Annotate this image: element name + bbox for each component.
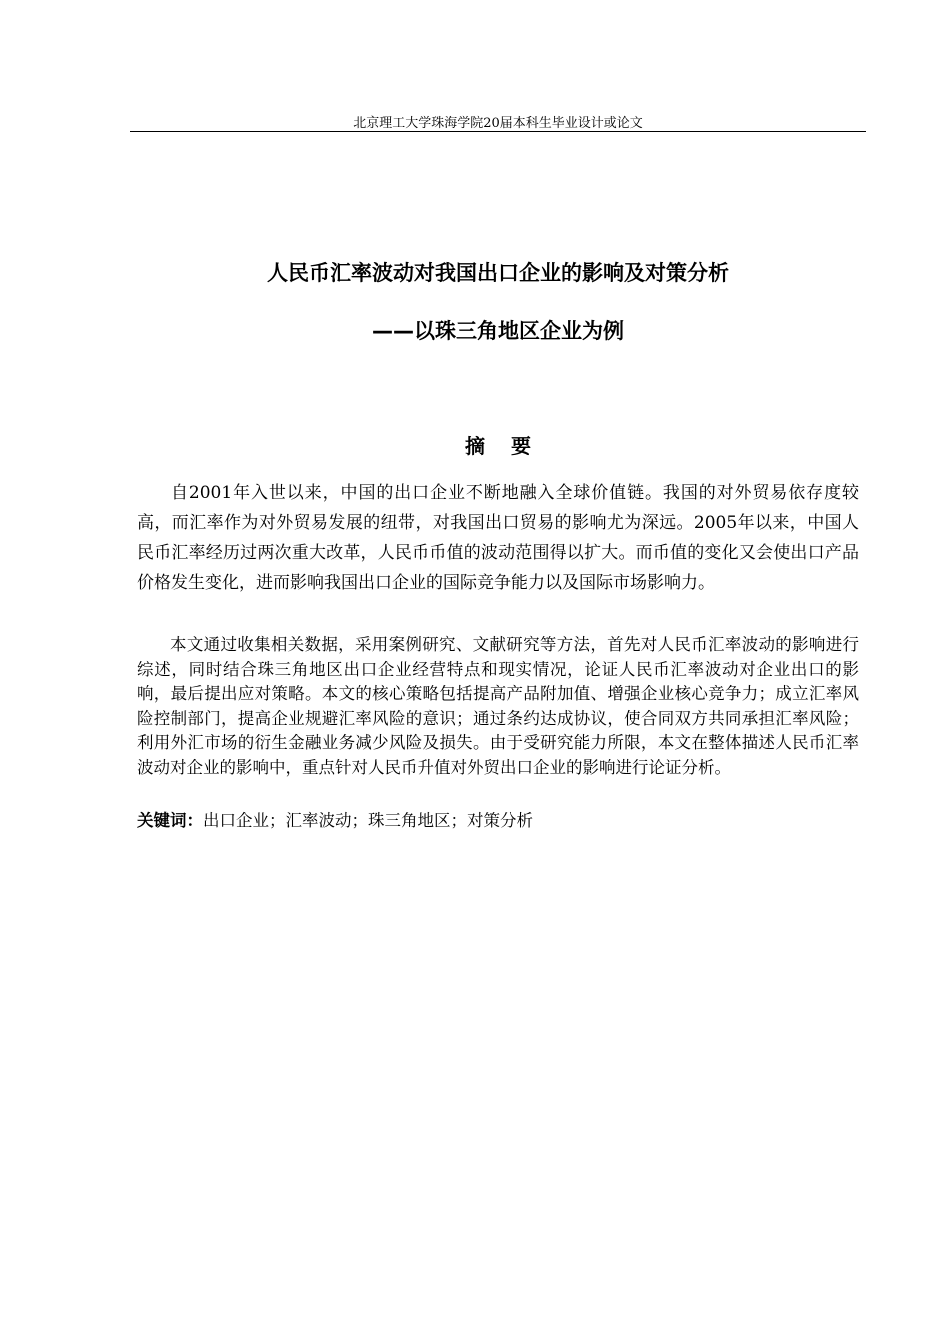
abstract-paragraph-1: 自2001年入世以来，中国的出口企业不断地融入全球价值链。我国的对外贸易依存度较高，而汇率作为对外贸易发展的纽带，对我国出口贸易的影响尤为深远。2005年以来，中国人民币汇率经历过两次重大改革，人民币币值的波动范围得以扩大。而币值的变化又会使出口产品价格发生变化，进而影响我国出口企业的国际竞争能力以及国际市场影响力。 bbox=[137, 483, 859, 593]
abstract-heading: 摘要 bbox=[465, 434, 557, 458]
thesis-subtitle: ——以珠三角地区企业为例 bbox=[372, 319, 624, 343]
running-header: 北京理工大学珠海学院20届本科生毕业设计或论文 bbox=[353, 116, 643, 131]
keywords-line bbox=[137, 809, 859, 833]
header-rule bbox=[130, 131, 866, 132]
abstract-paragraph-2: 本文通过收集相关数据，采用案例研究、文献研究等方法，首先对人民币汇率波动的影响进行综述，同时结合珠三角地区出口企业经营特点和现实情况，论证人民币汇率波动对企业出口的影响，最后提出应对策略。本文的核心策略包括提高产品附加值、增强企业核心竞争力；成立汇率风险控制部门，提高企业规避汇率风险的意识；通过条约达成协议，使合同双方共同承担汇率风险；利用外汇市场的衍生金融业务减少风险及损失。由于受研究能力所限，本文在整体描述人民币汇率波动对企业的影响中，重点针对人民币升值对外贸出口企业的影响进行论证分析。 bbox=[137, 635, 859, 777]
thesis-title: 人民币汇率波动对我国出口企业的影响及对策分析 bbox=[267, 261, 729, 285]
keywords-value: 出口企业；汇率波动；珠三角地区；对策分析 bbox=[203, 811, 533, 830]
keywords-label: 关键词： bbox=[137, 811, 203, 830]
